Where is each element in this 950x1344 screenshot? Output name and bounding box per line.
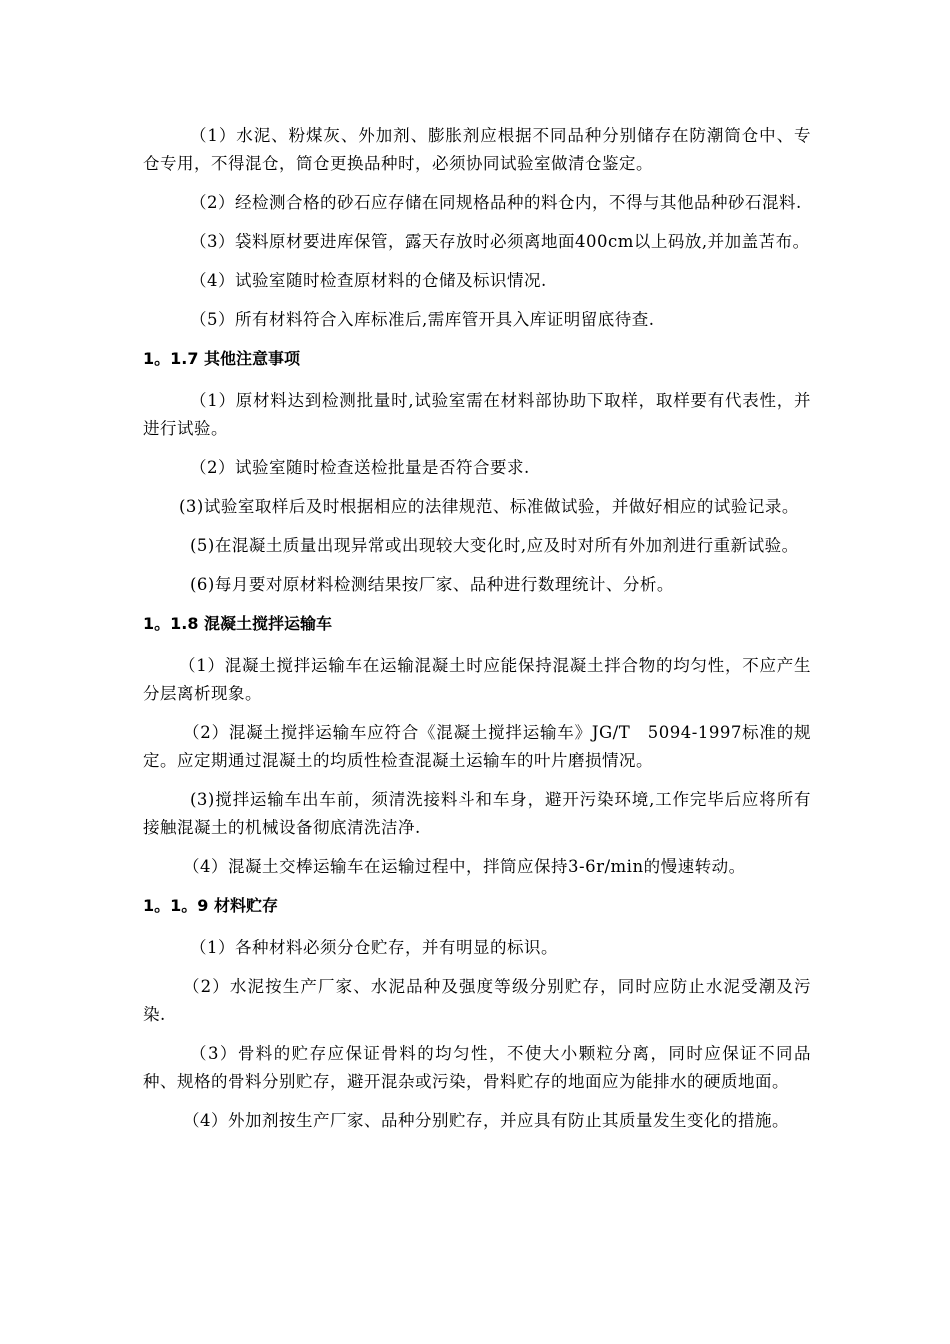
paragraph: （2）试验室随时检查送检批量是否符合要求. bbox=[190, 458, 530, 477]
paragraph: （4）外加剂按生产厂家、品种分别贮存，并应具有防止其质量发生变化的措施。 bbox=[183, 1111, 789, 1130]
paragraph: （2）水泥按生产厂家、水泥品种及强度等级分别贮存，同时应防止水泥受潮及污染. bbox=[143, 977, 811, 1024]
paragraph: （1）混凝土搅拌运输车在运输混凝土时应能保持混凝土拌合物的均匀性，不应产生分层离析现象。 bbox=[143, 656, 811, 703]
paragraph: （1）水泥、粉煤灰、外加剂、膨胀剂应根据不同品种分别储存在防潮筒仓中、专仓专用，不得混仓，筒仓更换品种时，必须协同试验室做清仓鉴定。 bbox=[143, 126, 811, 173]
paragraph: （3）骨料的贮存应保证骨料的均匀性，不使大小颗粒分离，同时应保证不同品种、规格的骨料分别贮存，避开混杂或污染，骨料贮存的地面应为能排水的硬质地面。 bbox=[143, 1044, 811, 1091]
paragraph: （1）各种材料必须分仓贮存，并有明显的标识。 bbox=[190, 938, 558, 957]
paragraph: （3）袋料原材要进库保管，露天存放时必须离地面400cm以上码放,并加盖苫布。 bbox=[190, 232, 810, 251]
paragraph: （2）混凝土搅拌运输车应符合《混凝土搅拌运输车》JG/T 5094-1997标准的规定。应定期通过混凝土的均质性检查混凝土运输车的叶片磨损情况。 bbox=[143, 723, 811, 770]
paragraph: (3)搅拌运输车出车前，须清洗接料斗和车身，避开污染环境,工作完毕后应将所有接触混凝土的机械设备彻底清洗洁净. bbox=[143, 790, 811, 837]
paragraph: （2）经检测合格的砂石应存储在同规格品种的料仓内，不得与其他品种砂石混料. bbox=[190, 193, 802, 212]
paragraph: (3)试验室取样后及时根据相应的法律规范、标准做试验，并做好相应的试验记录。 bbox=[179, 497, 799, 516]
section-heading: 1。1.8 混凝土搅拌运输车 bbox=[143, 614, 333, 633]
paragraph: (6)每月要对原材料检测结果按厂家、品种进行数理统计、分析。 bbox=[190, 575, 674, 594]
paragraph: (5)在混凝土质量出现异常或出现较大变化时,应及时对所有外加剂进行重新试验。 bbox=[190, 536, 799, 555]
paragraph: （5）所有材料符合入库标准后,需库管开具入库证明留底待查. bbox=[190, 310, 655, 329]
paragraph: （4）试验室随时检查原材料的仓储及标识情况. bbox=[190, 271, 547, 290]
document-body bbox=[143, 122, 811, 1146]
paragraph: （1）原材料达到检测批量时,试验室需在材料部协助下取样，取样要有代表性，并进行试验。 bbox=[143, 391, 811, 438]
paragraph: （4）混凝土交棒运输车在运输过程中，拌筒应保持3-6r/min的慢速转动。 bbox=[183, 857, 746, 876]
section-heading: 1。1。9 材料贮存 bbox=[143, 896, 278, 915]
section-heading: 1。1.7 其他注意事项 bbox=[143, 349, 301, 368]
